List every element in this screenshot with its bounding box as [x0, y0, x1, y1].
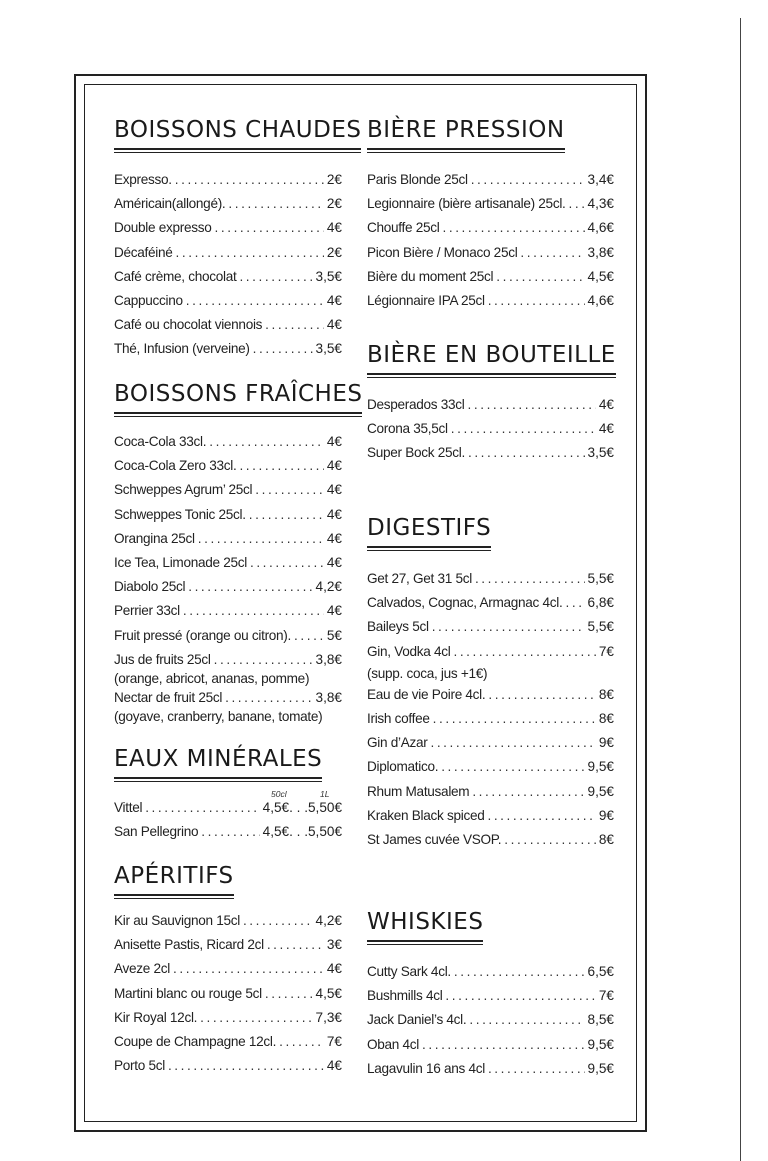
- item-price: 4€: [326, 1058, 342, 1074]
- item-price: 4€: [326, 292, 342, 308]
- item-name: Ice Tea, Limonade 25cl: [114, 554, 247, 570]
- item-name: Legionnaire (bière artisanale) 25cl.: [367, 196, 566, 212]
- menu-item: [114, 1010, 342, 1034]
- item-price: 4€: [326, 458, 342, 474]
- title-underline: [367, 377, 616, 378]
- leader-dots: [445, 988, 595, 1003]
- menu-item: [367, 964, 614, 988]
- item-name: Diabolo 25cl: [114, 579, 186, 595]
- leader-dots: [468, 397, 596, 412]
- item-name: Super Bock 25cl.: [367, 445, 465, 461]
- item-name: Cutty Sark 4cl.: [367, 964, 451, 979]
- item-price: 8€: [598, 831, 614, 847]
- section-title: DIGESTIFS: [367, 515, 491, 548]
- menu-item: [114, 913, 342, 937]
- item-name: St James cuvée VSOP.: [367, 831, 502, 847]
- section-title: EAUX MINÉRALES: [114, 746, 322, 779]
- menu-item: [367, 397, 614, 421]
- section-header-boissons-fraiches: [114, 381, 362, 417]
- menu-item: [367, 421, 614, 445]
- menu-item: [114, 220, 342, 244]
- menu-item: [114, 482, 342, 506]
- title-underline: [114, 781, 322, 782]
- column-1l: 1L: [320, 789, 330, 799]
- item-name: Kir Royal 12cl.: [114, 1009, 198, 1025]
- item-name: Orangina 25cl: [114, 530, 195, 546]
- item-name: Martini blanc ou rouge 5cl: [114, 985, 262, 1001]
- item-name: Vittel: [114, 800, 143, 815]
- menu-item: [367, 808, 614, 832]
- item-name: Cappuccino: [114, 292, 183, 308]
- leader-dots: [188, 579, 312, 594]
- leader-dots: [569, 196, 585, 211]
- item-name: Gin d’Azar: [367, 735, 428, 751]
- leader-dots: [249, 507, 324, 522]
- item-name: Bière du moment 25cl: [367, 268, 494, 284]
- menu-item: [114, 824, 342, 848]
- title-underline: [367, 944, 483, 945]
- item-name: Schweppes Agrum’ 25cl: [114, 482, 253, 498]
- leader-dots: [265, 986, 313, 1001]
- item-name: Calvados, Cognac, Armagnac 4cl.: [367, 595, 563, 611]
- item-price: 4€: [326, 554, 342, 570]
- title-underline: [114, 152, 361, 153]
- menu-item: [367, 269, 614, 293]
- leader-dots: [176, 245, 324, 260]
- menu-item: [367, 196, 614, 220]
- title-underline: [114, 898, 234, 899]
- item-name: Jack Daniel’s 4cl.: [367, 1012, 467, 1028]
- item-price: 4,5€: [315, 985, 342, 1001]
- leader-dots: [442, 220, 584, 235]
- leader-dots: [472, 784, 584, 799]
- item-name: Aveze 2cl: [114, 961, 170, 977]
- item-name: Picon Bière / Monaco 25cl: [367, 244, 518, 260]
- list-biere-bouteille: [367, 397, 614, 470]
- item-name: Coca-Cola Zero 33cl.: [114, 458, 237, 474]
- item-note: (goyave, cranberry, banane, tomate): [114, 709, 323, 725]
- item-price: 4,2€: [315, 579, 342, 595]
- item-price: 8€: [598, 686, 614, 702]
- section-header-boissons-chaudes: [114, 117, 361, 153]
- list-aperitifs: [114, 913, 342, 1082]
- item-price: 9,5€: [587, 1036, 614, 1052]
- item-price: 5,5€: [587, 619, 614, 635]
- item-price: 4,5€: [587, 268, 614, 284]
- leader-dots: [441, 759, 584, 774]
- item-price: 4€: [326, 603, 342, 619]
- leader-dots: [239, 458, 323, 473]
- item-price: 3,5€: [587, 445, 614, 461]
- menu-item: [367, 445, 614, 469]
- item-price: 7€: [326, 1033, 342, 1049]
- item-price: 4€: [326, 530, 342, 546]
- menu-item: [114, 341, 342, 365]
- menu-item: [367, 1061, 614, 1085]
- menu-item: [367, 735, 614, 759]
- list-digestifs: [367, 571, 614, 856]
- item-name: Double expresso: [114, 220, 212, 236]
- leader-dots: [201, 824, 259, 839]
- item-name: Coupe de Champagne 12cl.: [114, 1033, 277, 1049]
- item-name: Bushmills 4cl: [367, 988, 443, 1004]
- menu-item: [367, 832, 614, 856]
- menu-item: [367, 245, 614, 269]
- item-name: Café ou chocolat viennois: [114, 317, 263, 333]
- menu-item: [114, 1034, 342, 1058]
- item-price: 2€: [326, 172, 342, 187]
- menu-item: [367, 784, 614, 808]
- column-50cl: 50cl: [271, 789, 287, 799]
- item-name: Baileys 5cl: [367, 619, 429, 635]
- item-price: 8€: [598, 710, 614, 726]
- leader-dots: [475, 571, 585, 586]
- leader-dots: [175, 172, 324, 187]
- item-price: 4€: [598, 421, 614, 437]
- page-edge-line: [740, 18, 741, 1161]
- menu-item: [114, 603, 342, 627]
- leader-dots: [243, 913, 313, 928]
- leader-dots: [198, 531, 324, 546]
- menu-item: [114, 269, 342, 293]
- item-price: 9,5€: [587, 1060, 614, 1076]
- item-price: 6,8€: [587, 595, 614, 611]
- item-name: Desperados 33cl: [367, 397, 465, 412]
- menu-item: [367, 759, 614, 783]
- leader-dots: [265, 317, 324, 332]
- leader-dots: [430, 735, 595, 750]
- section-title: APÉRITIFS: [114, 863, 234, 896]
- menu-item: [114, 245, 342, 269]
- item-name: Rhum Matusalem: [367, 783, 470, 799]
- item-note: (orange, abricot, ananas, pomme): [114, 670, 310, 686]
- leader-dots: [488, 687, 595, 702]
- item-price: 7,3€: [315, 1009, 342, 1025]
- item-name: Kir au Sauvignon 15cl: [114, 913, 240, 928]
- item-name: Légionnaire IPA 25cl: [367, 292, 485, 308]
- leader-dots: [565, 595, 584, 610]
- menu-item: [114, 961, 342, 985]
- section-title: BOISSONS FRAÎCHES: [114, 381, 362, 414]
- leader-dots: [145, 800, 259, 815]
- item-price: 4€: [326, 434, 342, 449]
- menu-item: [114, 172, 342, 196]
- leader-dots: [294, 628, 324, 643]
- leader-dots: [471, 172, 585, 187]
- menu-item: [114, 196, 342, 220]
- leader-dots: [255, 482, 324, 497]
- leader-dots: [279, 1034, 324, 1049]
- menu-item: [367, 1037, 614, 1061]
- item-name: Get 27, Get 31 5cl: [367, 571, 472, 586]
- title-underline: [367, 550, 491, 551]
- item-price: 3,8€: [587, 244, 614, 260]
- menu-item: [114, 1058, 342, 1082]
- menu-item: [114, 317, 342, 341]
- menu-item: [367, 711, 614, 735]
- item-note: (supp. coca, jus +1€): [367, 665, 488, 681]
- leader-dots: [209, 434, 324, 449]
- leader-dots: [520, 245, 584, 260]
- leader-dots: [215, 220, 324, 235]
- leader-dots: [200, 1010, 312, 1025]
- item-price: 9€: [598, 807, 614, 823]
- item-name: Schweppes Tonic 25cl.: [114, 506, 246, 522]
- item-price: 4,2€: [315, 913, 342, 928]
- item-name: Gin, Vodka 4cl: [367, 643, 451, 659]
- item-price: 7€: [598, 643, 614, 659]
- list-whiskies: [367, 964, 614, 1085]
- menu-item: [367, 687, 614, 711]
- menu-item: [114, 555, 342, 579]
- leader-dots: [239, 269, 312, 284]
- leader-dots: [173, 961, 324, 976]
- section-title: BOISSONS CHAUDES: [114, 117, 361, 150]
- menu-item: [367, 988, 614, 1012]
- item-price: 4€: [598, 397, 614, 412]
- item-name: Thé, Infusion (verveine): [114, 341, 250, 357]
- menu-item: [114, 628, 342, 652]
- leader-dots: [451, 421, 596, 436]
- item-price: 3,4€: [587, 172, 614, 187]
- menu-item: [367, 644, 614, 668]
- leader-dots: [487, 808, 595, 823]
- item-price: 5,5€: [587, 571, 614, 586]
- item-price: 4,5€. . .5,50€: [262, 824, 342, 840]
- list-boissons-chaudes: [114, 172, 342, 366]
- item-price: 6,5€: [587, 964, 614, 979]
- item-price: 2€: [326, 196, 342, 212]
- leader-dots: [253, 341, 313, 356]
- leader-dots: [250, 555, 324, 570]
- item-price: 4,3€: [587, 196, 614, 212]
- menu-item: [114, 579, 342, 603]
- leader-dots: [432, 619, 585, 634]
- item-name: Lagavulin 16 ans 4cl: [367, 1060, 485, 1076]
- item-price: 4€: [326, 317, 342, 333]
- item-name: Porto 5cl: [114, 1058, 165, 1074]
- item-name: Corona 35,5cl: [367, 421, 448, 437]
- item-price: 4€: [326, 961, 342, 977]
- item-name: Fruit pressé (orange ou citron).: [114, 627, 292, 643]
- item-price: 3,5€: [315, 341, 342, 357]
- menu-item: [114, 531, 342, 555]
- leader-dots: [267, 937, 324, 952]
- menu-item: [114, 800, 342, 824]
- item-name: Américain(allongé).: [114, 196, 226, 212]
- section-title: BIÈRE EN BOUTEILLE: [367, 342, 616, 375]
- leader-dots: [168, 1058, 324, 1073]
- section-header-digestifs: [367, 515, 491, 551]
- section-header-aperitifs: [114, 863, 234, 899]
- menu-item: [367, 293, 614, 317]
- menu-item: [114, 507, 342, 531]
- menu-item: [114, 434, 342, 458]
- item-name: Coca-Cola 33cl.: [114, 434, 207, 449]
- item-name: Perrier 33cl: [114, 603, 180, 619]
- menu-item: [114, 986, 342, 1010]
- item-name: Décaféiné: [114, 244, 173, 260]
- leader-dots: [468, 445, 585, 460]
- menu-item: [114, 293, 342, 317]
- item-price: 4€: [326, 506, 342, 522]
- list-boissons-fraiches: [114, 434, 342, 728]
- section-header-biere-pression: [367, 117, 565, 153]
- item-price: 3€: [326, 937, 342, 953]
- leader-dots: [433, 711, 596, 726]
- item-price: 9,5€: [587, 759, 614, 775]
- leader-dots: [186, 293, 324, 308]
- leader-dots: [454, 964, 585, 979]
- item-name: Irish coffee: [367, 710, 430, 726]
- item-price: 9,5€: [587, 783, 614, 799]
- leader-dots: [422, 1037, 585, 1052]
- item-price: 4,6€: [587, 292, 614, 308]
- menu-item: [367, 619, 614, 643]
- section-title: WHISKIES: [367, 909, 483, 942]
- list-biere-pression: [367, 172, 614, 317]
- leader-dots: [488, 293, 585, 308]
- item-name: Chouffe 25cl: [367, 220, 440, 236]
- item-price: 2€: [326, 244, 342, 260]
- item-name: Café crème, chocolat: [114, 268, 237, 284]
- title-underline: [114, 416, 362, 417]
- item-price: 4,6€: [587, 220, 614, 236]
- item-price: 4,5€. . .5,50€: [262, 800, 342, 815]
- item-price: 7€: [598, 988, 614, 1004]
- leader-dots: [183, 603, 324, 618]
- leader-dots: [469, 1012, 584, 1027]
- item-price: 4€: [326, 220, 342, 236]
- leader-dots: [228, 196, 323, 211]
- leader-dots: [453, 644, 595, 659]
- leader-dots: [488, 1061, 585, 1076]
- section-title: BIÈRE PRESSION: [367, 117, 565, 150]
- section-header-eaux-minerales: [114, 746, 322, 782]
- menu-item: [367, 172, 614, 196]
- item-price: 3,5€: [315, 268, 342, 284]
- item-name: San Pellegrino: [114, 824, 199, 840]
- item-price: 3,8€: [315, 689, 342, 705]
- menu-item: [367, 1012, 614, 1036]
- item-name: Kraken Black spiced: [367, 807, 485, 823]
- item-price: 8,5€: [587, 1012, 614, 1028]
- item-name: Jus de fruits 25cl: [114, 651, 211, 667]
- menu-item: [367, 571, 614, 595]
- item-price: 9€: [598, 735, 614, 751]
- item-name: Nectar de fruit 25cl: [114, 689, 223, 705]
- item-price: 4€: [326, 482, 342, 498]
- item-name: Diplomatico.: [367, 759, 439, 775]
- section-header-whiskies: [367, 909, 483, 945]
- item-name: Anisette Pastis, Ricard 2cl: [114, 937, 264, 953]
- menu-item: [367, 595, 614, 619]
- section-header-biere-bouteille: [367, 342, 616, 378]
- leader-dots: [225, 690, 312, 705]
- item-price: 3,8€: [315, 651, 342, 667]
- item-price: 5€: [326, 627, 342, 643]
- item-name: Expresso.: [114, 172, 172, 187]
- menu-item: [114, 458, 342, 482]
- item-name: Paris Blonde 25cl: [367, 172, 468, 187]
- leader-dots: [214, 652, 313, 667]
- leader-dots: [496, 269, 584, 284]
- menu-item: [367, 220, 614, 244]
- leader-dots: [504, 832, 596, 847]
- item-name: Oban 4cl: [367, 1036, 420, 1052]
- item-name: Eau de vie Poire 4cl.: [367, 686, 486, 702]
- menu-item: [114, 937, 342, 961]
- title-underline: [367, 152, 565, 153]
- list-eaux-minerales: [114, 800, 342, 848]
